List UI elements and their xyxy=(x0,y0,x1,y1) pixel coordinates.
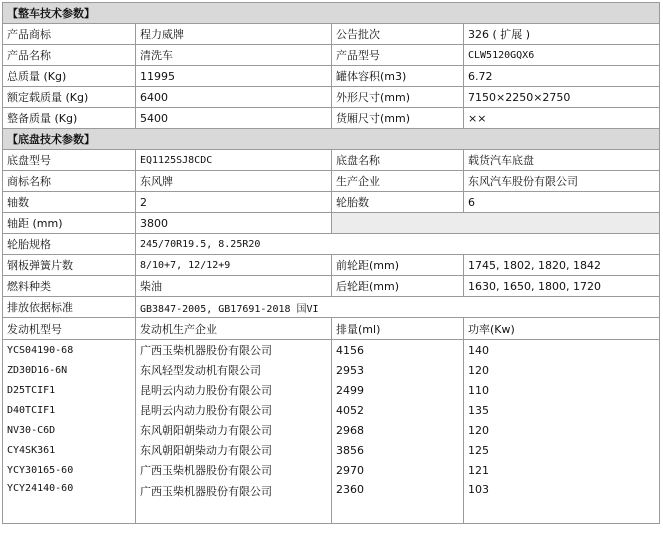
chassis-section-title: 【底盘技术参数】 xyxy=(3,129,660,150)
row-value: 东风汽车股份有限公司 xyxy=(464,171,660,192)
engine-displacement: 3856 xyxy=(332,440,464,460)
engine-col-header: 功率(Kw) xyxy=(464,318,660,340)
engine-power: 110 xyxy=(464,380,660,400)
vehicle-row xyxy=(3,87,660,108)
engine-model: ZD30D16-6N xyxy=(3,360,136,380)
row-label: 货厢尺寸(mm) xyxy=(332,108,464,129)
row-label: 产品名称 xyxy=(3,45,136,66)
row-value: 6400 xyxy=(136,87,332,108)
blank-cell xyxy=(332,213,660,234)
row-label: 产品型号 xyxy=(332,45,464,66)
row-value: CLW5120GQX6 xyxy=(464,45,660,66)
row-label: 商标名称 xyxy=(3,171,136,192)
row-value: 6.72 xyxy=(464,66,660,87)
engine-displacement: 4156 xyxy=(332,340,464,361)
row-label: 底盘型号 xyxy=(3,150,136,171)
row-label: 轴距 (mm) xyxy=(3,213,136,234)
row-value: 3800 xyxy=(136,213,332,234)
chassis-row xyxy=(3,213,660,234)
chassis-row xyxy=(3,171,660,192)
engine-row xyxy=(3,420,660,440)
engine-power: 120 xyxy=(464,360,660,380)
row-value: EQ1125SJ8CDC xyxy=(136,150,332,171)
row-value: 245/70R19.5, 8.25R20 xyxy=(136,234,660,255)
chassis-row xyxy=(3,297,660,318)
vehicle-row xyxy=(3,66,660,87)
engine-power: 125 xyxy=(464,440,660,460)
row-value: 8/10+7, 12/12+9 xyxy=(136,255,332,276)
row-value: 柴油 xyxy=(136,276,332,297)
row-label: 排放依据标准 xyxy=(3,297,136,318)
engine-displacement: 2360 xyxy=(332,480,464,524)
vehicle-section-header xyxy=(3,3,660,24)
row-value: 326 ( 扩展 ) xyxy=(464,24,660,45)
engine-row xyxy=(3,340,660,361)
engine-model: YCS04190-68 xyxy=(3,340,136,361)
engine-model: D25TCIF1 xyxy=(3,380,136,400)
row-value: 1745, 1802, 1820, 1842 xyxy=(464,255,660,276)
engine-displacement: 2499 xyxy=(332,380,464,400)
engine-maker: 东风朝阳朝柴动力有限公司 xyxy=(136,420,332,440)
engine-power: 135 xyxy=(464,400,660,420)
engine-model: NV30-C6D xyxy=(3,420,136,440)
engine-model: YCY30165-60 xyxy=(3,460,136,480)
engine-power: 121 xyxy=(464,460,660,480)
row-label: 生产企业 xyxy=(332,171,464,192)
row-label: 钢板弹簧片数 xyxy=(3,255,136,276)
row-value: ×× xyxy=(464,108,660,129)
row-value: 清洗车 xyxy=(136,45,332,66)
engine-col-header: 发动机型号 xyxy=(3,318,136,340)
vehicle-row xyxy=(3,108,660,129)
chassis-row xyxy=(3,150,660,171)
chassis-row xyxy=(3,192,660,213)
engine-displacement: 2970 xyxy=(332,460,464,480)
chassis-row xyxy=(3,234,660,255)
row-value: 7150×2250×2750 xyxy=(464,87,660,108)
engine-header-row xyxy=(3,318,660,340)
engine-col-header: 排量(ml) xyxy=(332,318,464,340)
vehicle-section-title: 【整车技术参数】 xyxy=(3,3,660,24)
engine-maker: 昆明云内动力股份有限公司 xyxy=(136,400,332,420)
row-label: 罐体容积(m3) xyxy=(332,66,464,87)
engine-row xyxy=(3,440,660,460)
spec-table xyxy=(2,2,660,524)
row-label: 整备质量 (Kg) xyxy=(3,108,136,129)
row-value: 2 xyxy=(136,192,332,213)
engine-model: D40TCIF1 xyxy=(3,400,136,420)
row-label: 额定载质量 (Kg) xyxy=(3,87,136,108)
row-label: 轴数 xyxy=(3,192,136,213)
row-value: 11995 xyxy=(136,66,332,87)
engine-col-header: 发动机生产企业 xyxy=(136,318,332,340)
engine-power: 103 xyxy=(464,480,660,524)
engine-maker: 广西玉柴机器股份有限公司 xyxy=(136,460,332,480)
engine-model: CY4SK361 xyxy=(3,440,136,460)
vehicle-row xyxy=(3,24,660,45)
engine-maker: 东风朝阳朝柴动力有限公司 xyxy=(136,440,332,460)
chassis-section-header xyxy=(3,129,660,150)
engine-row xyxy=(3,380,660,400)
row-label: 轮胎规格 xyxy=(3,234,136,255)
engine-power: 120 xyxy=(464,420,660,440)
row-value: 1630, 1650, 1800, 1720 xyxy=(464,276,660,297)
engine-displacement: 4052 xyxy=(332,400,464,420)
engine-power: 140 xyxy=(464,340,660,361)
row-label: 公告批次 xyxy=(332,24,464,45)
engine-row xyxy=(3,360,660,380)
row-value: GB3847-2005, GB17691-2018 国VI xyxy=(136,297,660,318)
chassis-row xyxy=(3,255,660,276)
row-value: 5400 xyxy=(136,108,332,129)
row-value: 东风牌 xyxy=(136,171,332,192)
row-value: 载货汽车底盘 xyxy=(464,150,660,171)
engine-displacement: 2953 xyxy=(332,360,464,380)
engine-maker: 昆明云内动力股份有限公司 xyxy=(136,380,332,400)
engine-displacement: 2968 xyxy=(332,420,464,440)
engine-maker: 广西玉柴机器股份有限公司 xyxy=(136,340,332,361)
engine-maker: 东风轻型发动机有限公司 xyxy=(136,360,332,380)
row-label: 后轮距(mm) xyxy=(332,276,464,297)
row-label: 总质量 (Kg) xyxy=(3,66,136,87)
row-label: 轮胎数 xyxy=(332,192,464,213)
row-value: 程力威牌 xyxy=(136,24,332,45)
engine-model: YCY24140-60 xyxy=(3,480,136,524)
engine-row xyxy=(3,480,660,524)
chassis-row xyxy=(3,276,660,297)
row-label: 底盘名称 xyxy=(332,150,464,171)
row-label: 前轮距(mm) xyxy=(332,255,464,276)
engine-row xyxy=(3,460,660,480)
row-label: 外形尺寸(mm) xyxy=(332,87,464,108)
vehicle-row xyxy=(3,45,660,66)
row-value: 6 xyxy=(464,192,660,213)
row-label: 产品商标 xyxy=(3,24,136,45)
engine-maker: 广西玉柴机器股份有限公司 xyxy=(136,480,332,524)
engine-row xyxy=(3,400,660,420)
row-label: 燃料种类 xyxy=(3,276,136,297)
